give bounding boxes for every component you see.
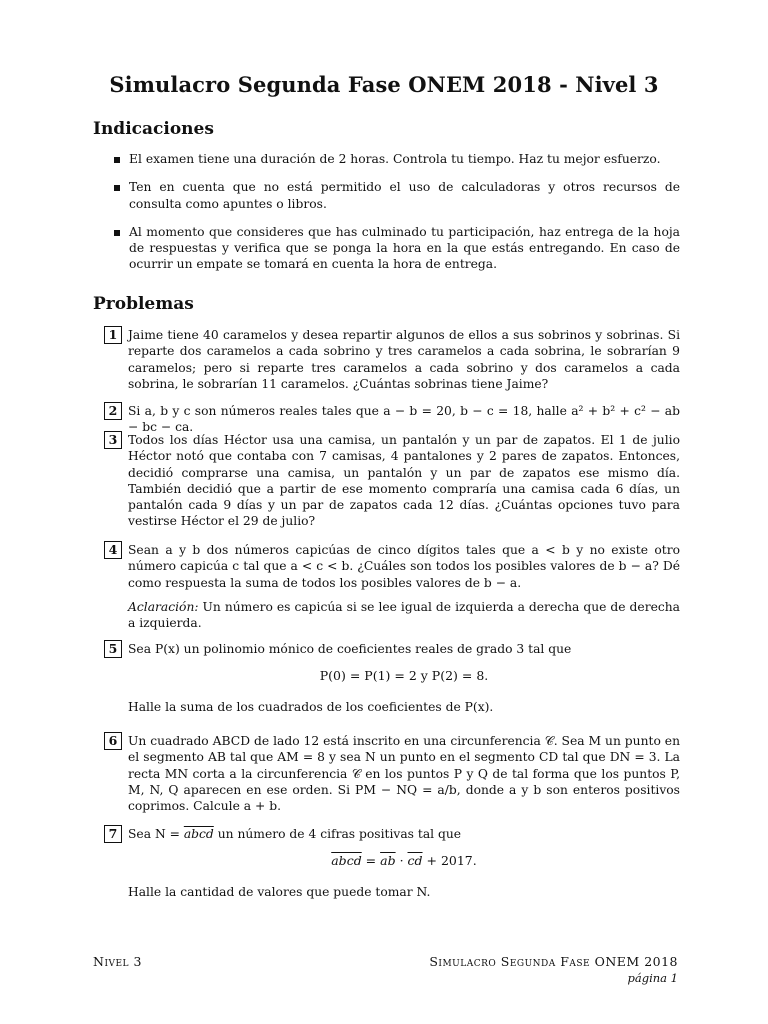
problem-4 <box>104 542 680 631</box>
problem-5 <box>104 641 680 715</box>
problem-text: Jaime tiene 40 caramelos y desea repartir algunos de ellos a sus sobrinos y sobrinas. Si reparte dos caramelos a cada sobrino y tres caramelos a cada sobrina, le sobrarían 9 caramelos; pero si reparte tres caramelos a cada sobrino y dos caramelos a cada sobrina, le sobrarían 11 caramelos. ¿Cuántas sobrinas tiene Jaime? <box>128 328 680 391</box>
page-title: Simulacro Segunda Fase ONEM 2018 - Nivel 3 <box>109 72 659 97</box>
problem-number: 4 <box>104 541 122 559</box>
footer-title: Simulacro Segunda Fase ONEM 2018 <box>429 954 678 969</box>
problem-7 <box>104 826 680 900</box>
problem-number: 7 <box>104 825 122 843</box>
problems-heading: Problemas <box>93 294 194 314</box>
problem-text: Un cuadrado ABCD de lado 12 está inscrito en una circunferencia 𝒞. Sea M un punto en el segmento AB tal que AM = 8 y sea N un punto en el segmento CD tal que DN = 3. La recta MN corta a la circunferencia 𝒞 en los puntos P y Q de tal forma que los puntos P, M, N, Q aparecen en ese orden. Si PM − NQ = a/b, donde a y b son enteros positivos coprimos. Calcule a + b. <box>128 734 680 814</box>
display-equation: P(0) = P(1) = 2 y P(2) = 8. <box>319 668 489 684</box>
instruction-item: Al momento que consideres que has culminado tu participación, haz entrega de la hoja de respuestas y verifica que se ponga la hora en la que estás entregando. En caso de ocurrir un empate se tomará en cuenta la hora de entrega. <box>112 224 680 273</box>
instructions-heading: Indicaciones <box>93 119 214 139</box>
problem-question: Halle la cantidad de valores que puede tomar N. <box>128 884 431 899</box>
bullet-square-icon <box>114 185 120 191</box>
footer-level: Nivel 3 <box>93 954 142 969</box>
problem-text: Sea P(x) un polinomio mónico de coeficientes reales de grado 3 tal que <box>128 642 572 656</box>
bullet-square-icon <box>114 157 120 163</box>
instruction-item: El examen tiene una duración de 2 horas. Controla tu tiempo. Haz tu mejor esfuerzo. <box>112 151 680 167</box>
problem-text: Sea N = abcd un número de 4 cifras positivas tal que <box>128 827 462 841</box>
instruction-item: Ten en cuenta que no está permitido el uso de calculadoras y otros recursos de consulta como apuntes o libros. <box>112 179 680 212</box>
problem-1 <box>104 327 680 392</box>
bullet-square-icon <box>114 230 120 236</box>
problem-text: Todos los días Héctor usa una camisa, un pantalón y un par de zapatos. El 1 de julio Héctor notó que contaba con 7 camisas, 4 pantalones y 2 pares de zapatos. Entonces, decidió comprarse una camisa, un pantalón y un par de zapatos ese mismo día. También decidió que a partir de ese momento compraría una camisa cada 6 días, un pantalón cada 9 días y un par de zapatos cada 12 días. ¿Cuántas opciones tuvo para vestirse Héctor el 29 de julio? <box>128 433 680 529</box>
note-text: Un número es capicúa si se lee igual de izquierda a derecha que de derecha a izquierda. <box>128 599 680 631</box>
instructions-list <box>112 151 680 285</box>
problem-text: Si a, b y c son números reales tales que a − b = 20, b − c = 18, halle a² + b² + c² − ab − bc − ca. <box>128 404 680 435</box>
problem-3 <box>104 432 680 530</box>
problem-number: 1 <box>104 326 122 344</box>
problem-number: 2 <box>104 402 122 420</box>
problem-number: 5 <box>104 640 122 658</box>
problem-note <box>128 599 680 632</box>
problem-6 <box>104 733 680 814</box>
display-equation: abcd = $\overline{ab} \cdot \overline{cd} + 2017$. <box>331 853 477 869</box>
footer-page-number: página 1 <box>627 971 678 985</box>
problem-number: 3 <box>104 431 122 449</box>
overline-number: abcd <box>183 827 214 841</box>
problem-number: 6 <box>104 732 122 750</box>
note-label: Aclaración: <box>128 599 199 614</box>
problem-question: Halle la suma de los cuadrados de los coeficientes de P(x). <box>128 699 494 714</box>
problem-text: Sean a y b dos números capicúas de cinco dígitos tales que a < b y no existe otro número capicúa c tal que a < c < b. ¿Cuáles son todos los posibles valores de b − a? Dé como respuesta la suma de todos los posibles valores de b − a. <box>128 543 680 590</box>
problem-2 <box>104 403 680 436</box>
